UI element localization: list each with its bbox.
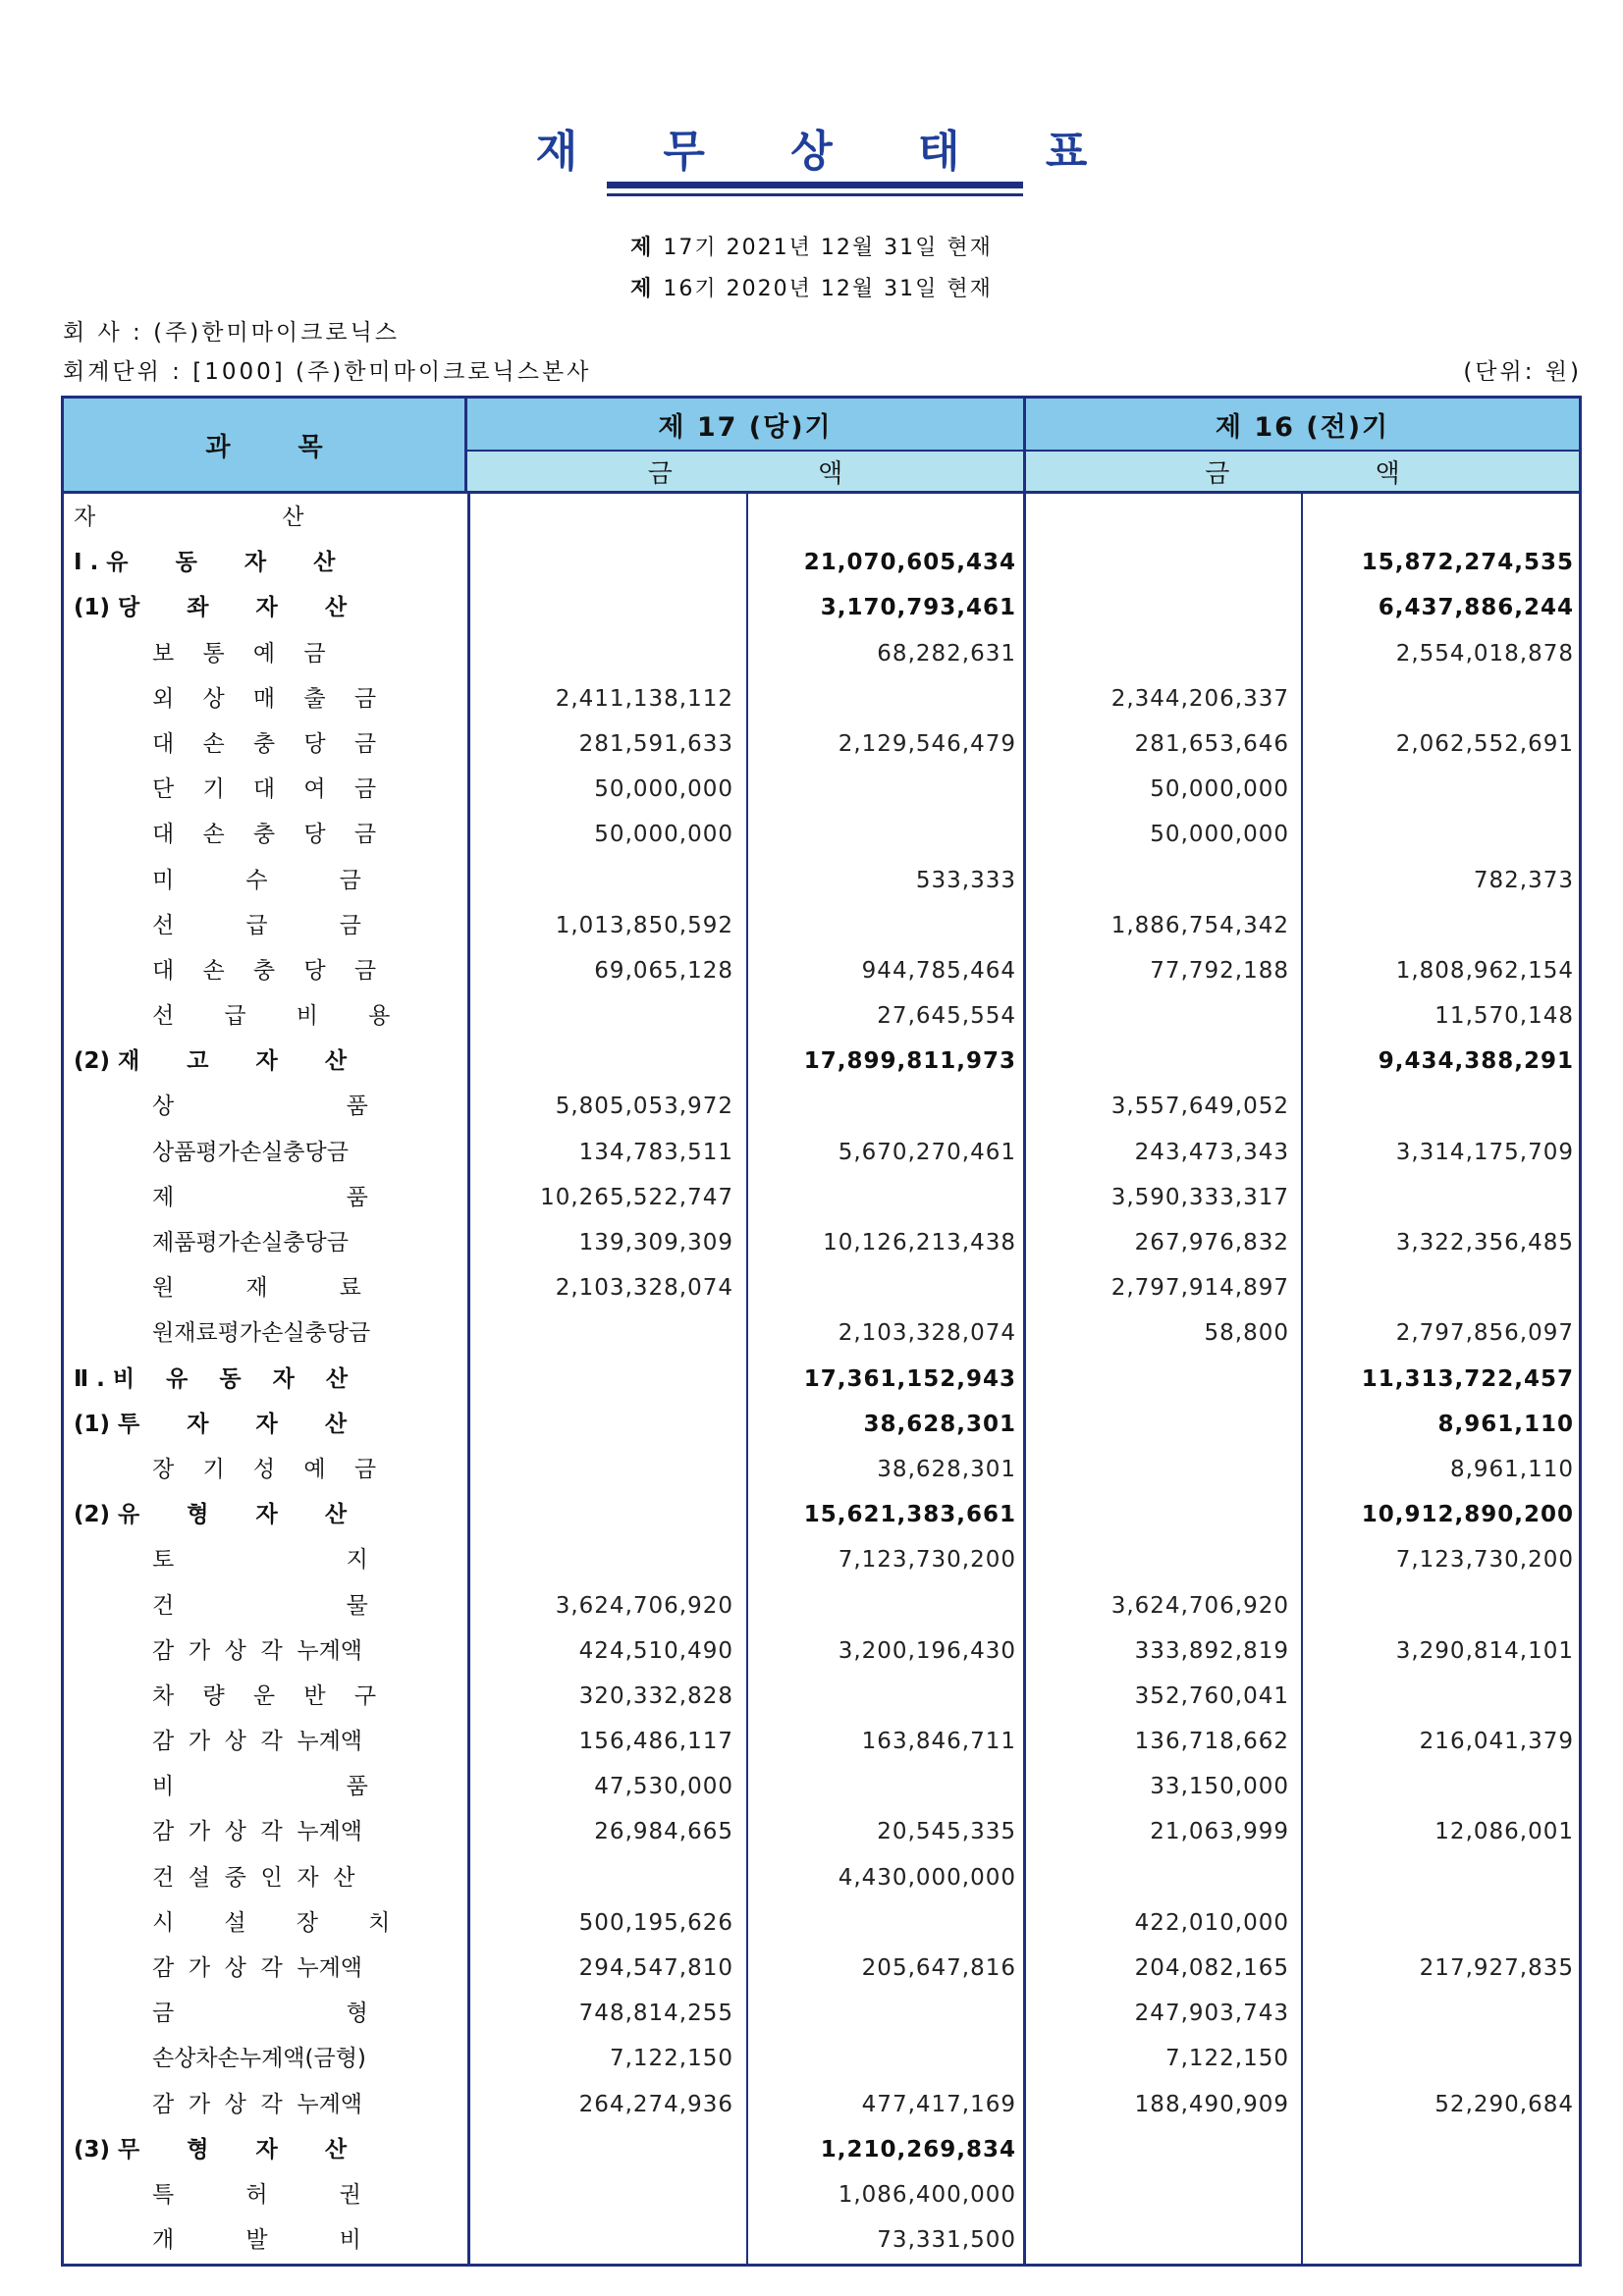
current-total-amount	[749, 1583, 1016, 1629]
current-total-amount	[749, 812, 1016, 857]
current-detail-amount: 139,309,309	[578, 1230, 733, 1255]
row-label: 선 급 금	[152, 912, 361, 938]
current-total-amount: 163,846,711	[861, 1729, 1016, 1755]
row-label: 대 손 충 당 금	[152, 957, 377, 984]
current-total-amount: 1,086,400,000	[838, 2181, 1016, 2208]
row-label: 감 가 상 각 누계액	[152, 1955, 363, 1981]
current-total-amount: 68,282,631	[877, 640, 1016, 667]
title-underline-thick	[607, 182, 1023, 188]
prior-period-text: 16기 2020년 12월 31일 현재	[663, 277, 993, 301]
prior-total-amount: 217,927,835	[1419, 1955, 1574, 1981]
row-label: 감 가 상 각 누계액	[152, 1637, 363, 1664]
prior-total-amount: 3,314,175,709	[1395, 1139, 1574, 1165]
current-total-amount	[749, 2036, 1016, 2081]
current-total-amount: 17,899,811,973	[803, 1048, 1016, 1075]
prior-detail-amount	[1026, 585, 1289, 630]
row-label: (2) 유 형 자 산	[74, 1502, 348, 1528]
current-total-amount	[749, 767, 1016, 812]
table-row	[64, 1900, 1579, 1946]
prior-detail-amount	[1026, 631, 1289, 676]
current-total-amount: 20,545,335	[877, 1819, 1016, 1845]
prior-detail-amount: 3,624,706,920	[1110, 1592, 1289, 1619]
current-detail-amount: 500,195,626	[578, 1909, 733, 1936]
header-divider	[1023, 399, 1026, 494]
prior-total-amount	[1305, 2172, 1574, 2217]
company-name: 회 사 : (주)한미마이크로닉스	[63, 320, 401, 346]
currency-unit: (단위: 원)	[1463, 359, 1582, 385]
prior-detail-amount: 267,976,832	[1134, 1230, 1289, 1255]
current-detail-amount	[470, 1357, 733, 1402]
prior-period-prefix: 제	[630, 277, 654, 301]
prior-detail-amount: 3,590,333,317	[1110, 1184, 1289, 1210]
header-prior-period: 제 16 (전)기	[1026, 399, 1579, 452]
prior-total-amount: 11,570,148	[1434, 1003, 1574, 1030]
current-detail-amount	[470, 1402, 733, 1447]
row-label: 건 설 중 인 자 산	[152, 1864, 355, 1891]
row-label: 감 가 상 각 누계액	[152, 1819, 363, 1845]
current-detail-amount: 26,984,665	[594, 1819, 733, 1845]
table-row	[64, 2036, 1579, 2081]
prior-detail-amount	[1026, 858, 1289, 903]
row-label: 특 허 권	[152, 2181, 361, 2208]
row-label: 상품평가손실충당금	[152, 1139, 349, 1165]
table-row	[64, 495, 1579, 540]
table-row	[64, 2127, 1579, 2172]
header-subject: 과 목	[64, 399, 467, 494]
prior-detail-amount: 33,150,000	[1150, 1774, 1289, 1800]
prior-detail-amount	[1026, 1402, 1289, 1447]
current-detail-amount: 1,013,850,592	[555, 912, 733, 938]
prior-detail-amount: 7,122,150	[1164, 2046, 1289, 2072]
prior-period-line	[0, 272, 1623, 302]
current-detail-amount: 7,122,150	[609, 2046, 733, 2072]
header-current-amount: 금 액	[467, 452, 1023, 494]
table-row	[64, 1402, 1579, 1447]
current-total-amount	[749, 1265, 1016, 1310]
table-row	[64, 858, 1579, 903]
table-row	[64, 1629, 1579, 1674]
prior-detail-amount: 204,082,165	[1134, 1955, 1289, 1981]
current-total-amount: 10,126,213,438	[823, 1230, 1016, 1255]
header-prior-amount: 금 액	[1026, 452, 1579, 494]
row-label: 시 설 장 치	[152, 1909, 391, 1936]
prior-total-amount: 2,797,856,097	[1395, 1320, 1574, 1347]
current-total-amount: 205,647,816	[861, 1955, 1016, 1981]
table-row	[64, 1991, 1579, 2036]
prior-detail-amount	[1026, 1447, 1289, 1492]
table-row	[64, 540, 1579, 585]
prior-detail-amount: 77,792,188	[1150, 957, 1289, 984]
table-row	[64, 993, 1579, 1039]
row-label: 토 지	[152, 1547, 368, 1574]
current-total-amount: 944,785,464	[861, 957, 1016, 984]
prior-detail-amount	[1026, 2127, 1289, 2172]
prior-total-amount	[1305, 676, 1574, 721]
table-row	[64, 1039, 1579, 1084]
current-detail-amount: 2,103,328,074	[555, 1275, 733, 1302]
current-detail-amount	[470, 2172, 733, 2217]
prior-detail-amount: 136,718,662	[1134, 1729, 1289, 1755]
row-label: 상 품	[152, 1094, 368, 1120]
current-detail-amount: 5,805,053,972	[555, 1094, 733, 1120]
current-total-amount	[749, 1674, 1016, 1719]
prior-total-amount	[1305, 1764, 1574, 1809]
table-body	[64, 495, 1579, 2263]
current-total-amount: 2,129,546,479	[838, 730, 1016, 757]
row-label: 개 발 비	[152, 2227, 361, 2254]
prior-detail-amount: 58,800	[1204, 1320, 1289, 1347]
current-detail-amount: 3,624,706,920	[555, 1592, 733, 1619]
table-row	[64, 1130, 1579, 1175]
table-row	[64, 2172, 1579, 2217]
row-label: 원 재 료	[152, 1275, 361, 1302]
table-row	[64, 2217, 1579, 2263]
current-detail-amount: 320,332,828	[578, 1682, 733, 1709]
prior-detail-amount: 422,010,000	[1134, 1909, 1289, 1936]
current-total-amount: 27,645,554	[877, 1003, 1016, 1030]
prior-total-amount: 3,322,356,485	[1395, 1230, 1574, 1255]
row-label: 손상차손누계액(금형)	[152, 2046, 366, 2072]
row-label: 건 물	[152, 1592, 368, 1619]
header-current-period: 제 17 (당)기	[467, 399, 1023, 452]
prior-detail-amount: 21,063,999	[1150, 1819, 1289, 1845]
prior-detail-amount	[1026, 1855, 1289, 1900]
row-label: 단 기 대 여 금	[152, 776, 377, 803]
prior-total-amount: 12,086,001	[1434, 1819, 1574, 1845]
prior-detail-amount: 247,903,743	[1134, 2001, 1289, 2027]
current-detail-amount	[470, 2217, 733, 2263]
row-label: 대 손 충 당 금	[152, 730, 377, 757]
table-row	[64, 1537, 1579, 1582]
current-total-amount: 7,123,730,200	[838, 1547, 1016, 1574]
prior-detail-amount: 352,760,041	[1134, 1682, 1289, 1709]
prior-detail-amount: 281,653,646	[1134, 730, 1289, 757]
prior-total-amount: 8,961,110	[1437, 1411, 1574, 1437]
row-label: (3) 무 형 자 산	[74, 2136, 348, 2163]
prior-total-amount: 782,373	[1473, 867, 1574, 893]
prior-total-amount	[1305, 1991, 1574, 2036]
row-label: 보 통 예 금	[152, 640, 326, 667]
table-row	[64, 767, 1579, 812]
row-label: 비 품	[152, 1774, 368, 1800]
table-row	[64, 1265, 1579, 1310]
prior-detail-amount	[1026, 1537, 1289, 1582]
current-total-amount: 38,628,301	[877, 1456, 1016, 1482]
current-total-amount: 73,331,500	[877, 2227, 1016, 2254]
table-row	[64, 1357, 1579, 1402]
current-total-amount: 2,103,328,074	[838, 1320, 1016, 1347]
table-row	[64, 1809, 1579, 1854]
table-row	[64, 1674, 1579, 1719]
current-total-amount	[749, 495, 1016, 540]
row-label: 금 형	[152, 2001, 368, 2027]
current-detail-amount: 281,591,633	[578, 730, 733, 757]
prior-detail-amount: 50,000,000	[1150, 776, 1289, 803]
table-row	[64, 1447, 1579, 1492]
prior-detail-amount: 243,473,343	[1134, 1139, 1289, 1165]
current-total-amount: 4,430,000,000	[838, 1864, 1016, 1891]
current-period-line	[0, 231, 1623, 261]
current-total-amount: 477,417,169	[861, 2091, 1016, 2117]
current-detail-amount	[470, 1855, 733, 1900]
current-total-amount	[749, 1900, 1016, 1946]
prior-detail-amount	[1026, 1492, 1289, 1537]
current-total-amount: 5,670,270,461	[838, 1139, 1016, 1165]
current-detail-amount: 47,530,000	[594, 1774, 733, 1800]
current-total-amount: 1,210,269,834	[820, 2136, 1016, 2163]
prior-total-amount: 8,961,110	[1449, 1456, 1574, 1482]
row-label: 대 손 충 당 금	[152, 822, 377, 848]
prior-total-amount	[1305, 1084, 1574, 1129]
current-detail-amount	[470, 495, 733, 540]
current-detail-amount: 10,265,522,747	[540, 1184, 733, 1210]
current-detail-amount	[470, 2127, 733, 2172]
table-row	[64, 2082, 1579, 2127]
row-label: 외 상 매 출 금	[152, 685, 377, 712]
current-detail-amount: 424,510,490	[578, 1637, 733, 1664]
current-total-amount	[749, 1175, 1016, 1220]
prior-total-amount	[1305, 2127, 1574, 2172]
prior-detail-amount: 333,892,819	[1134, 1637, 1289, 1664]
current-total-amount	[749, 1084, 1016, 1129]
current-detail-amount	[470, 1039, 733, 1084]
table-row	[64, 1492, 1579, 1537]
prior-detail-amount: 3,557,649,052	[1110, 1094, 1289, 1120]
current-total-amount: 533,333	[915, 867, 1016, 893]
row-label: 원재료평가손실충당금	[152, 1320, 371, 1347]
prior-total-amount	[1305, 495, 1574, 540]
prior-detail-amount: 50,000,000	[1150, 822, 1289, 848]
current-detail-amount	[470, 1447, 733, 1492]
table-row	[64, 1719, 1579, 1764]
prior-total-amount	[1305, 812, 1574, 857]
row-label: 선 급 비 용	[152, 1003, 391, 1030]
table-row	[64, 631, 1579, 676]
table-row	[64, 948, 1579, 993]
prior-total-amount: 9,434,388,291	[1378, 1048, 1574, 1075]
current-detail-amount: 2,411,138,112	[555, 685, 733, 712]
prior-detail-amount: 188,490,909	[1134, 2091, 1289, 2117]
prior-total-amount: 10,912,890,200	[1361, 1502, 1574, 1528]
prior-detail-amount: 1,886,754,342	[1110, 912, 1289, 938]
row-label: 제품평가손실충당금	[152, 1230, 349, 1255]
current-period-prefix: 제	[630, 236, 654, 260]
prior-total-amount: 52,290,684	[1434, 2091, 1574, 2117]
table-row	[64, 1583, 1579, 1629]
prior-total-amount	[1305, 2217, 1574, 2263]
row-label: (2) 재 고 자 산	[74, 1048, 348, 1075]
row-label: 제 품	[152, 1184, 368, 1210]
balance-sheet-table	[61, 396, 1582, 2267]
table-row	[64, 1084, 1579, 1129]
prior-detail-amount	[1026, 2217, 1289, 2263]
current-detail-amount	[470, 993, 733, 1039]
current-total-amount: 3,200,196,430	[838, 1637, 1016, 1664]
current-detail-amount	[470, 858, 733, 903]
prior-total-amount: 2,554,018,878	[1395, 640, 1574, 667]
prior-total-amount	[1305, 2036, 1574, 2081]
prior-total-amount	[1305, 1265, 1574, 1310]
current-detail-amount: 156,486,117	[578, 1729, 733, 1755]
current-detail-amount: 69,065,128	[594, 957, 733, 984]
current-total-amount	[749, 903, 1016, 948]
table-row	[64, 676, 1579, 721]
current-detail-amount	[470, 1310, 733, 1356]
current-detail-amount	[470, 585, 733, 630]
prior-detail-amount: 2,344,206,337	[1110, 685, 1289, 712]
table-row	[64, 1764, 1579, 1809]
prior-total-amount	[1305, 1855, 1574, 1900]
row-label: 감 가 상 각 누계액	[152, 1729, 363, 1755]
row-label: 차 량 운 반 구	[152, 1682, 377, 1709]
row-label: Ⅱ . 비 유 동 자 산	[74, 1365, 349, 1392]
current-detail-amount: 50,000,000	[594, 822, 733, 848]
table-row	[64, 1220, 1579, 1265]
prior-total-amount	[1305, 903, 1574, 948]
prior-total-amount	[1305, 1674, 1574, 1719]
current-total-amount: 15,621,383,661	[803, 1502, 1016, 1528]
row-label: 감 가 상 각 누계액	[152, 2091, 363, 2117]
prior-detail-amount	[1026, 1039, 1289, 1084]
prior-detail-amount	[1026, 1357, 1289, 1402]
table-row	[64, 1855, 1579, 1900]
prior-detail-amount	[1026, 495, 1289, 540]
prior-detail-amount: 2,797,914,897	[1110, 1275, 1289, 1302]
table-row	[64, 903, 1579, 948]
row-label: 미 수 금	[152, 867, 361, 893]
prior-total-amount	[1305, 1175, 1574, 1220]
row-label: 장 기 성 예 금	[152, 1456, 377, 1482]
current-total-amount: 17,361,152,943	[803, 1365, 1016, 1392]
current-total-amount: 38,628,301	[863, 1411, 1016, 1437]
document-title: 재 무 상 태 표	[535, 127, 1123, 177]
current-detail-amount	[470, 1492, 733, 1537]
prior-detail-amount	[1026, 2172, 1289, 2217]
row-label: Ⅰ . 유 동 자 산	[74, 550, 336, 576]
table-row	[64, 585, 1579, 630]
current-detail-amount	[470, 631, 733, 676]
prior-total-amount	[1305, 767, 1574, 812]
table-row	[64, 721, 1579, 767]
prior-total-amount: 6,437,886,244	[1378, 595, 1574, 621]
row-label: 자 산	[74, 505, 304, 530]
current-period-text: 17기 2021년 12월 31일 현재	[663, 236, 993, 260]
row-label: (1) 당 좌 자 산	[74, 595, 348, 621]
prior-total-amount	[1305, 1900, 1574, 1946]
prior-total-amount: 216,041,379	[1419, 1729, 1574, 1755]
row-label: (1) 투 자 자 산	[74, 1411, 348, 1437]
current-detail-amount	[470, 540, 733, 585]
table-row	[64, 1310, 1579, 1356]
current-detail-amount: 264,274,936	[578, 2091, 733, 2117]
current-total-amount: 3,170,793,461	[820, 595, 1016, 621]
table-row	[64, 1175, 1579, 1220]
current-total-amount	[749, 1991, 1016, 2036]
prior-detail-amount	[1026, 540, 1289, 585]
current-detail-amount: 50,000,000	[594, 776, 733, 803]
prior-detail-amount	[1026, 993, 1289, 1039]
current-total-amount	[749, 1764, 1016, 1809]
table-row	[64, 1946, 1579, 1991]
accounting-unit: 회계단위 : [1000] (주)한미마이크로닉스본사	[63, 359, 592, 385]
current-detail-amount: 748,814,255	[578, 2001, 733, 2027]
title-underline-thin	[607, 193, 1023, 196]
current-detail-amount: 134,783,511	[578, 1139, 733, 1165]
prior-total-amount: 2,062,552,691	[1395, 730, 1574, 757]
prior-total-amount: 7,123,730,200	[1395, 1547, 1574, 1574]
prior-total-amount: 15,872,274,535	[1361, 550, 1574, 576]
current-detail-amount	[470, 1537, 733, 1582]
current-total-amount: 21,070,605,434	[803, 550, 1016, 576]
table-row	[64, 812, 1579, 857]
prior-total-amount: 1,808,962,154	[1395, 957, 1574, 984]
current-detail-amount: 294,547,810	[578, 1955, 733, 1981]
prior-total-amount: 11,313,722,457	[1361, 1365, 1574, 1392]
current-total-amount	[749, 676, 1016, 721]
prior-total-amount	[1305, 1583, 1574, 1629]
prior-total-amount: 3,290,814,101	[1395, 1637, 1574, 1664]
